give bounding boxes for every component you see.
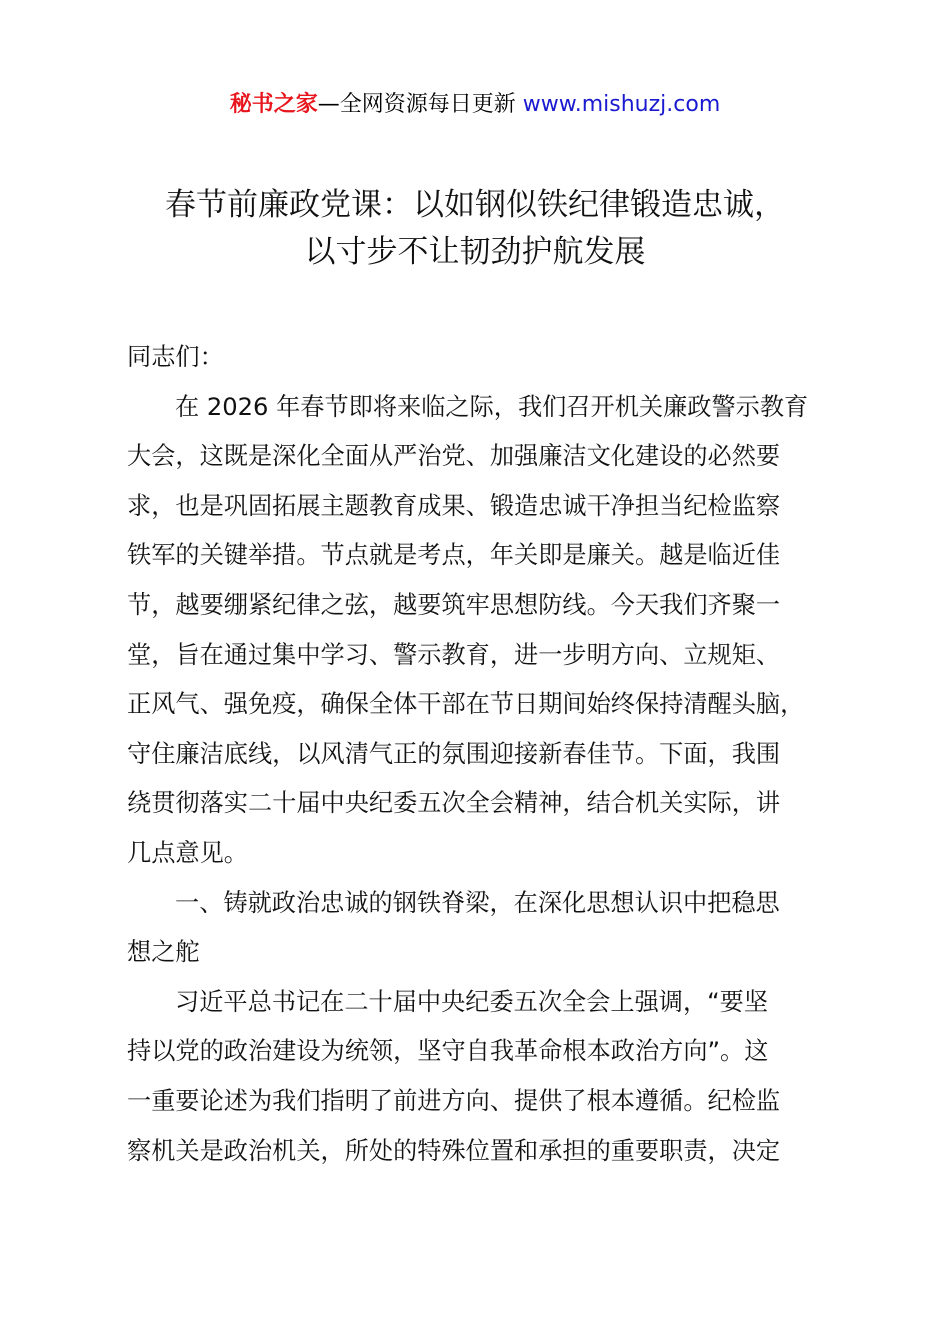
site-url-link[interactable]: www.mishuzj.com — [522, 92, 721, 117]
document-title — [0, 182, 950, 276]
site-tagline: —全网资源每日更新 — [317, 92, 516, 117]
text-line: 一重要论述为我们指明了前进方向、提供了根本遵循。纪检监 — [127, 1086, 781, 1115]
text-line: 求，也是巩固拓展主题教育成果、锻造忠诚干净担当纪检监察 — [127, 491, 781, 520]
document-body — [127, 333, 853, 1176]
salutation — [127, 333, 853, 383]
text-line: 大会，这既是深化全面从严治党、加强廉洁文化建设的必然要 — [127, 442, 781, 471]
salutation-text: 同志们： — [127, 343, 224, 371]
text-line: 绕贯彻落实二十届中央纪委五次全会精神，结合机关实际，讲 — [127, 789, 781, 818]
text-line: 铁军的关键举措。节点就是考点，年关即是廉关。越是临近佳 — [127, 541, 781, 570]
title-line-2: 以寸步不让韧劲护航发展 — [304, 234, 646, 270]
text-line: 守住廉洁底线，以风清气正的氛围迎接新春佳节。下面，我围 — [127, 739, 781, 768]
paragraph-section-1 — [127, 978, 853, 1176]
title-line-1: 春节前廉政党课：以如钢似铁纪律锻造忠诚， — [165, 187, 785, 223]
site-header — [0, 88, 950, 122]
text-line: 持以党的政治建设为统领，坚守自我革命根本政治方向”。这 — [127, 1037, 769, 1066]
heading-line: 想之舵 — [127, 938, 200, 967]
text-line: 习近平总书记在二十届中央纪委五次全会上强调，“要坚 — [175, 987, 769, 1016]
heading-line: 一、铸就政治忠诚的钢铁脊梁，在深化思想认识中把稳思 — [175, 888, 780, 917]
text-line: 正风气、强免疫，确保全体干部在节日期间始终保持清醒头脑， — [127, 690, 805, 719]
paragraph-intro — [127, 383, 853, 879]
text-line: 察机关是政治机关，所处的特殊位置和承担的重要职责，决定 — [127, 1136, 781, 1165]
text-line: 在 2026 年春节即将来临之际，我们召开机关廉政警示教育 — [175, 392, 809, 421]
text-line: 堂，旨在通过集中学习、警示教育，进一步明方向、立规矩、 — [127, 640, 781, 669]
text-line: 节，越要绷紧纪律之弦，越要筑牢思想防线。今天我们齐聚一 — [127, 590, 781, 619]
site-brand: 秘书之家 — [229, 92, 318, 117]
section-heading-1 — [127, 879, 853, 978]
text-line: 几点意见。 — [127, 838, 248, 867]
